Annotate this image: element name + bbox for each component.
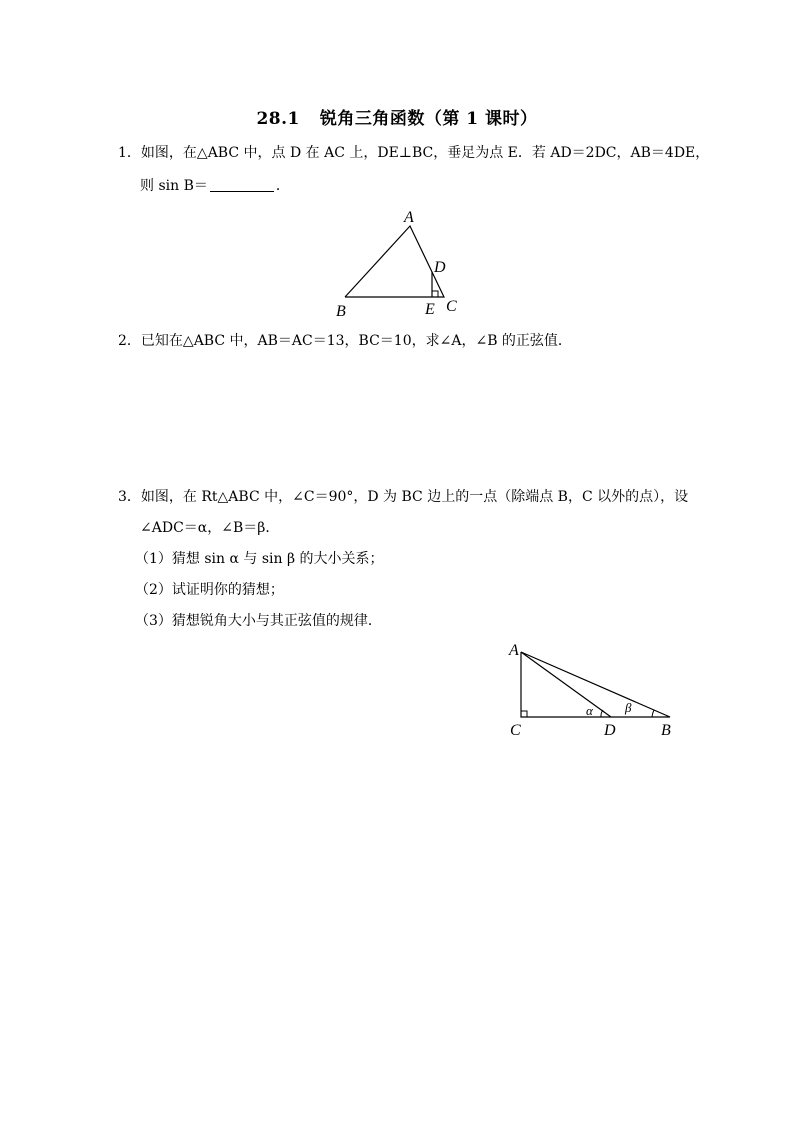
q1-answer-blank[interactable] [210,177,274,192]
q3-right-angle-mark [521,711,527,717]
section-title: 锐角三角函数（第 1 课时） [319,109,538,129]
q3-figure [500,640,690,745]
q1-label-C: C [446,298,457,315]
q3-sub1 [135,549,384,569]
q3-triangle [521,652,670,717]
q1-number: 1． [118,145,141,161]
q1-answer-prefix: 则 sin B＝ [140,178,208,194]
q1-label-A: A [404,209,414,226]
q3-segment-AD [521,652,611,717]
q3-sub2 [135,580,284,600]
q3-sub1-text: （1）猜想 sin α 与 sin β 的大小关系； [135,551,384,567]
q3-label-C: C [510,722,521,739]
q1-figure [330,205,470,320]
q1-text: 如图，在△ABC 中，点 D 在 AC 上，DE⊥BC，垂足为点 E．若 AD＝2DC，AB＝4DE， [140,145,710,161]
q3-sub2-text: （2）试证明你的猜想； [135,582,284,598]
q3-angle-beta-arc [652,710,654,717]
q3-label-alpha: α [586,703,593,718]
q3-text: 如图，在 Rt△ABC 中，∠C＝90°，D 为 BC 边上的一点（除端点 B，C 以外的点），设 [140,489,689,505]
q3-angle-alpha-arc [601,710,603,717]
q3-text-2: ∠ADC＝α，∠B＝β． [140,520,280,536]
q1-label-D: D [434,259,446,276]
section-number: 28.1 [256,109,300,129]
q1-line1 [118,143,709,163]
q1-answer-suffix: ． [275,178,290,194]
q3-line2 [140,518,279,538]
q3-sub3-text: （3）猜想锐角大小与其正弦值的规律． [135,613,382,629]
q1-line2 [140,176,290,196]
q1-right-angle-mark [432,291,438,297]
q3-sub3 [135,611,382,631]
q3-number: 3． [118,489,141,505]
q2-line [118,331,572,351]
q3-line1 [118,487,688,507]
q2-text: 已知在△ABC 中，AB＝AC＝13，BC＝10，求∠A，∠B 的正弦值． [140,333,572,349]
q3-label-beta: β [625,700,632,715]
q3-label-D: D [604,722,616,739]
q3-label-A: A [509,642,519,659]
q1-triangle [345,226,444,297]
page-title [0,104,794,129]
q1-label-E: E [425,301,435,318]
q1-label-B: B [336,303,346,320]
q2-number: 2． [118,333,141,349]
q3-label-B: B [661,722,671,739]
